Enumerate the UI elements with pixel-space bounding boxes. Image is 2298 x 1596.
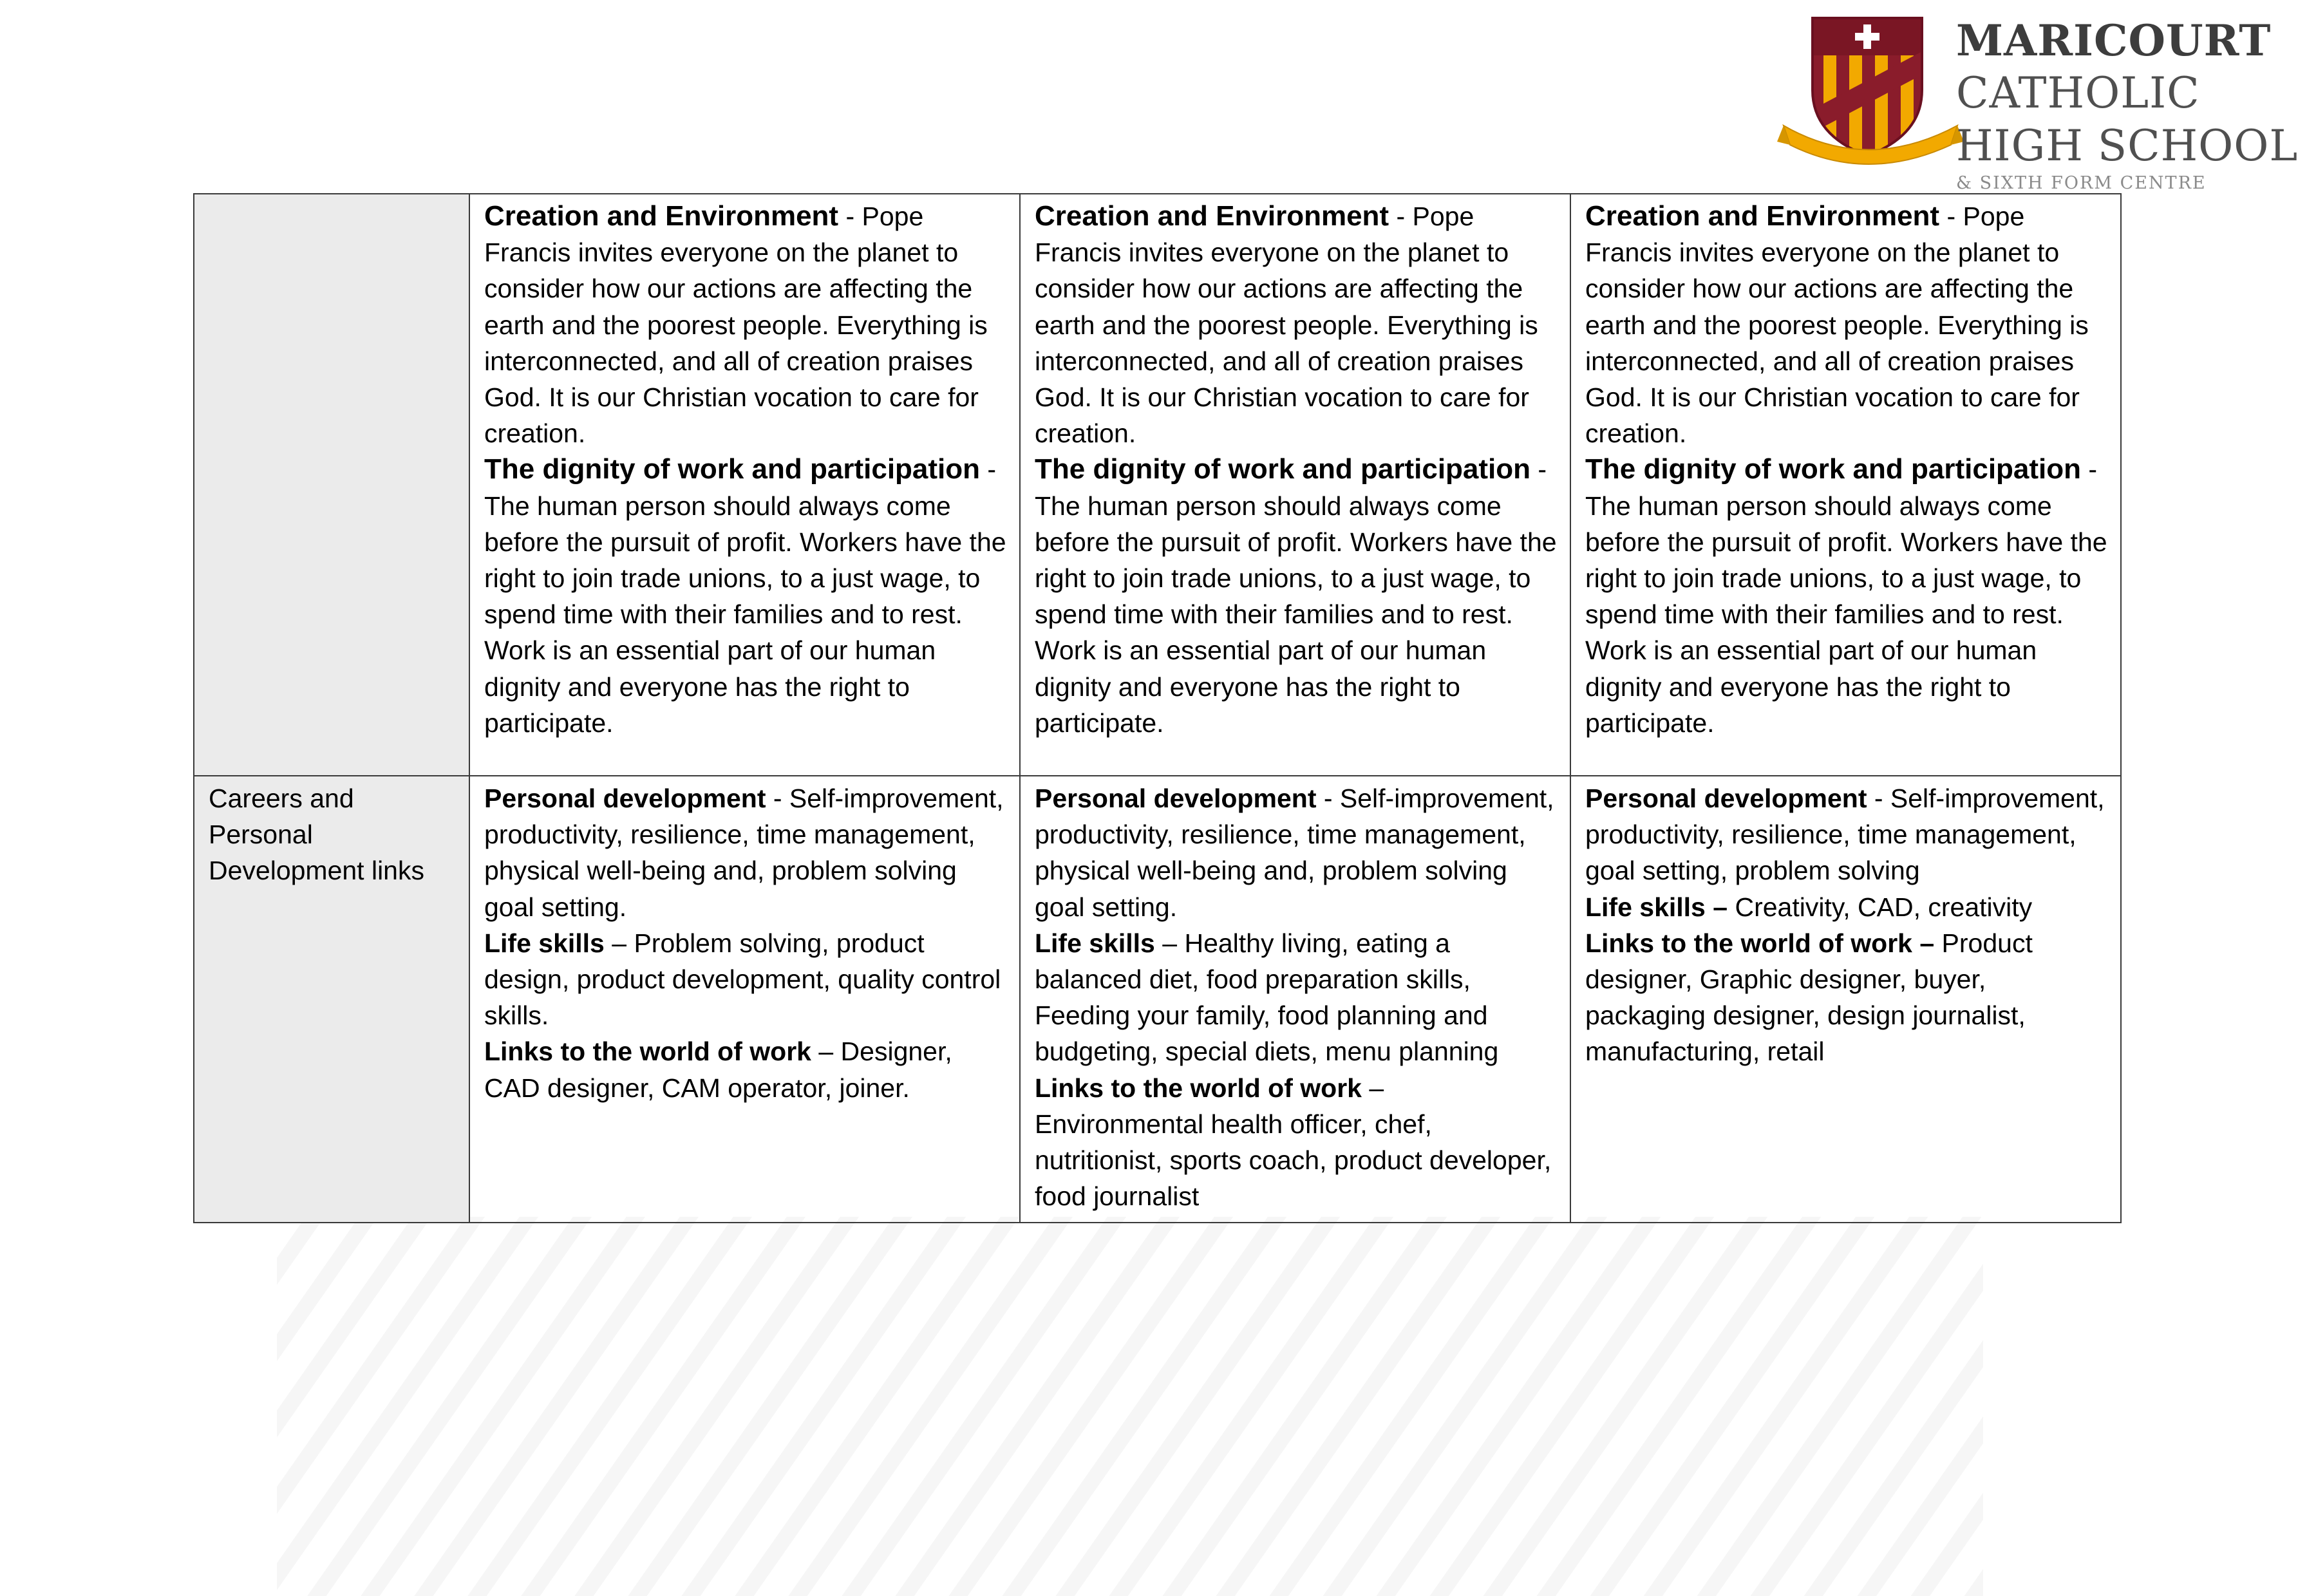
dignity-heading: The dignity of work and participation: [484, 453, 981, 485]
personal-development-heading: Personal development: [484, 784, 766, 813]
life-skills-heading: Life skills: [1035, 928, 1155, 958]
school-name-line-1: MARICOURT: [1956, 15, 2272, 66]
creation-heading: Creation and Environment: [484, 200, 839, 232]
dignity-heading: The dignity of work and participation: [1035, 453, 1531, 485]
curriculum-table: [193, 193, 2122, 1223]
school-logo: [1777, 13, 2298, 193]
life-skills-heading: Life skills: [484, 928, 605, 958]
creation-text: - Pope Francis invites everyone on the planet to consider how our actions are affecting the earth and the poorest people. Everything is interconnected, and all of creation praises God. It is our Christian vocation to care for creation.: [484, 202, 988, 449]
world-of-work-heading: Links to the world of work: [1035, 1073, 1362, 1103]
world-of-work-text: Product designer, Graphic designer, buyer, packaging designer, design journalist, manufacturing, retail: [1585, 928, 2033, 1067]
personal-development-heading: Personal development: [1585, 784, 1867, 813]
creation-text: - Pope Francis invites everyone on the planet to consider how our actions are affecting the earth and the poorest people. Everything is interconnected, and all of creation praises God. It is our Christian vocation to care for creation.: [1585, 202, 2089, 449]
creation-heading: Creation and Environment: [1585, 200, 1940, 232]
world-of-work-text: – Designer, CAD designer, CAM operator, joiner.: [484, 1037, 952, 1103]
school-name-line-2: CATHOLIC: [1956, 68, 2200, 118]
world-of-work-text: – Environmental health officer, chef, nutritionist, sports coach, product developer, food journalist: [1035, 1073, 1552, 1212]
creation-text: - Pope Francis invites everyone on the planet to consider how our actions are affecting the earth and the poorest people. Everything is interconnected, and all of creation praises God. It is our Christian vocation to care for creation.: [1035, 202, 1538, 449]
table-row: [194, 776, 2121, 1223]
creation-heading: Creation and Environment: [1035, 200, 1389, 232]
table-cell: [469, 776, 1020, 1223]
personal-development-heading: Personal development: [1035, 784, 1317, 813]
world-of-work-heading: Links to the world of work: [484, 1037, 811, 1067]
world-of-work-heading: Links to the world of work –: [1585, 928, 1935, 958]
life-skills-text: – Problem solving, product design, product development, quality control skills.: [484, 928, 1001, 1031]
life-skills-text: – Healthy living, eating a balanced diet, food preparation skills, Feeding your family, food planning and budgeting, special diets, menu planning: [1035, 928, 1499, 1067]
life-skills-heading: Life skills –: [1585, 892, 1728, 922]
table-cell: [469, 194, 1020, 776]
dignity-text: - The human person should always come before the pursuit of profit. Workers have the right to join trade unions, to a just wage, to spend time with their families and to rest. Work is an essential part of our human dignity and everyone has the right to participate.: [1585, 455, 2107, 738]
background-watermark: [277, 1217, 1983, 1596]
school-name-line-3: HIGH SCHOOL: [1956, 121, 2298, 171]
table-cell: [1020, 776, 1570, 1223]
row-label-cell: [194, 194, 469, 776]
personal-development-text: - Self-improvement, productivity, resilience, time management, physical well-being and, problem solving goal setting.: [484, 784, 1004, 922]
personal-development-text: - Self-improvement, productivity, resilience, time management, goal setting, problem solving: [1585, 784, 2105, 886]
personal-development-text: - Self-improvement, productivity, resilience, time management, physical well-being and, problem solving goal setting.: [1035, 784, 1554, 922]
table-cell: [1570, 194, 2121, 776]
row-label-cell: Careers and Personal Development links: [194, 776, 469, 1223]
dignity-text: - The human person should always come before the pursuit of profit. Workers have the right to join trade unions, to a just wage, to spend time with their families and to rest. Work is an essential part of our human dignity and everyone has the right to participate.: [484, 455, 1006, 738]
life-skills-text: Creativity, CAD, creativity: [1728, 892, 2033, 922]
table-cell: [1570, 776, 2121, 1223]
dignity-text: - The human person should always come before the pursuit of profit. Workers have the right to join trade unions, to a just wage, to spend time with their families and to rest. Work is an essential part of our human dignity and everyone has the right to participate.: [1035, 455, 1557, 738]
school-name-line-4: & SIXTH FORM CENTRE: [1956, 173, 2207, 193]
table-row: [194, 194, 2121, 776]
school-name: [1956, 14, 2298, 194]
table-cell: [1020, 194, 1570, 776]
dignity-heading: The dignity of work and participation: [1585, 453, 2082, 485]
school-crest-icon: [1777, 13, 1964, 167]
